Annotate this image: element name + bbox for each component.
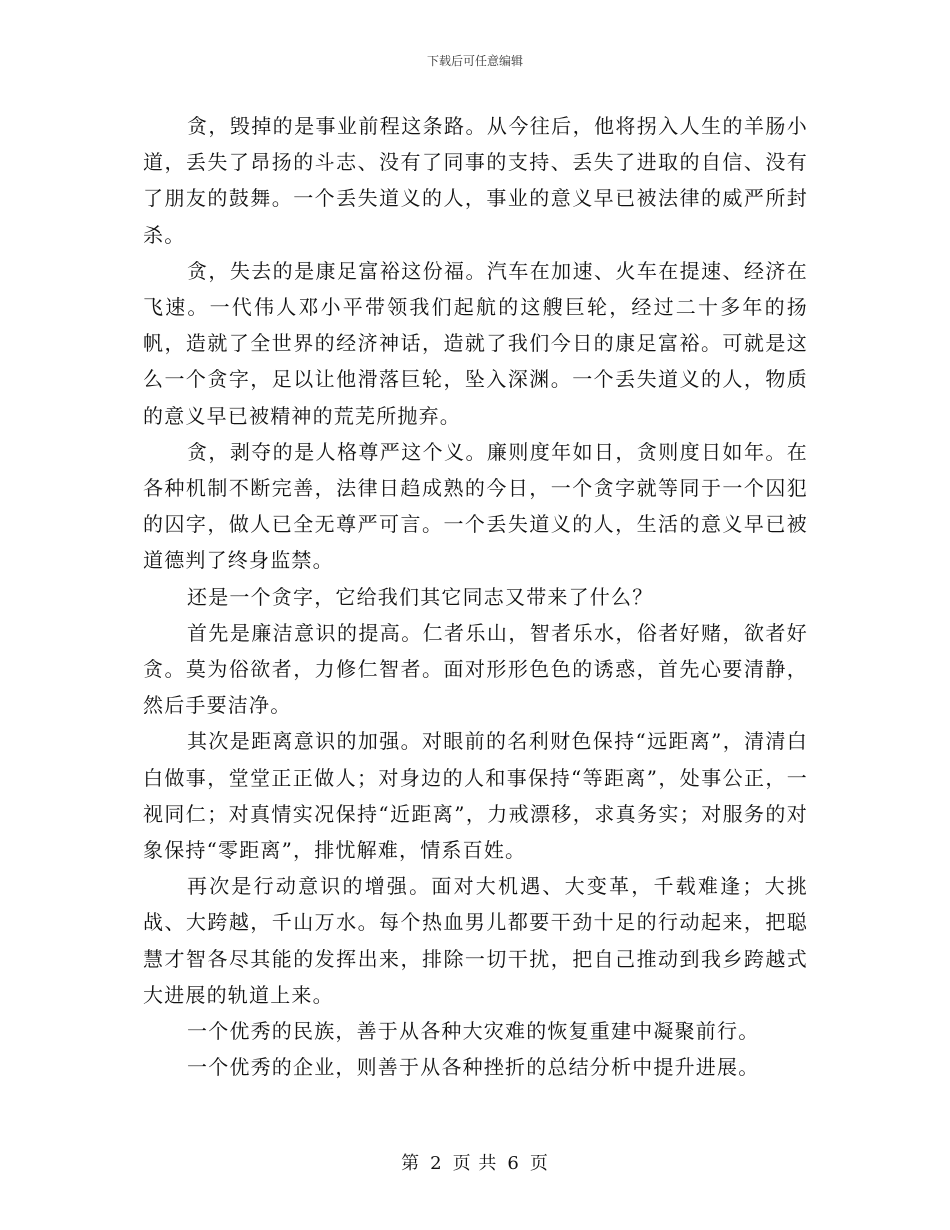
total-page-number: 6	[507, 1153, 520, 1174]
footer-middle: 页 共	[452, 1153, 498, 1174]
paragraph: 一个优秀的企业，则善于从各种挫折的总结分析中提升进展。	[187, 1055, 760, 1080]
footer-suffix: 页	[529, 1153, 549, 1174]
page-header: 下载后可任意编辑	[426, 54, 523, 68]
paragraph: 其次是距离意识的加强。对眼前的名利财色保持“远距离”，清清白白做事，堂堂正正做人；对身边的人和事保持“等距离”，处事公正，一视同仁；对真情实况保持“近距离”，力戒漂移，求真务实；对服务的对象保持“零距离”，排忧解难，情系百姓。	[143, 729, 808, 863]
paragraph: 一个优秀的民族，善于从各种大灾难的恢复重建中凝聚前行。	[187, 1019, 760, 1044]
paragraph: 贪，毁掉的是事业前程这条路。从今往后，他将拐入人生的羊肠小道，丢失了昂扬的斗志、没有了同事的支持、丢失了进取的自信、没有了朋友的鼓舞。一个丢失道义的人，事业的意义早已被法律的威严所封杀。	[143, 114, 808, 247]
paragraph: 还是一个贪字，它给我们其它同志又带来了什么？	[187, 584, 654, 609]
paragraph: 再次是行动意识的增强。面对大机遇、大变革，千载难逢；大挑战、大跨越，千山万水。每个热血男儿都要干劲十足的行动起来，把聪慧才智各尽其能的发挥出来，排除一切干扰，把自己推动到我乡跨越式大进展的轨道上来。	[143, 874, 808, 1007]
paragraph: 贪，剥夺的是人格尊严这个义。廉则度年如日，贪则度日如年。在各种机制不断完善，法律日趋成熟的今日，一个贪字就等同于一个囚犯的囚字，做人已全无尊严可言。一个丢失道义的人，生活的意义早已被道德判了终身监禁。	[143, 439, 808, 573]
paragraph: 首先是廉洁意识的提高。仁者乐山，智者乐水，俗者好赌，欲者好贪。莫为俗欲者，力修仁智者。面对形形色色的诱惑，首先心要清静，然后手要洁净。	[143, 620, 808, 718]
document-body	[143, 108, 808, 1085]
footer-prefix: 第	[401, 1153, 421, 1174]
paragraph: 贪，失去的是康足富裕这份福。汽车在加速、火车在提速、经济在飞速。一代伟人邓小平带领我们起航的这艘巨轮，经过二十多年的扬帆，造就了全世界的经济神话，造就了我们今日的康足富裕。可就是这么一个贪字，足以让他滑落巨轮，坠入深渊。一个丢失道义的人，物质的意义早已被精神的荒芜所抛弃。	[143, 258, 808, 428]
current-page-number: 2	[430, 1153, 443, 1174]
page-footer	[0, 1152, 950, 1176]
